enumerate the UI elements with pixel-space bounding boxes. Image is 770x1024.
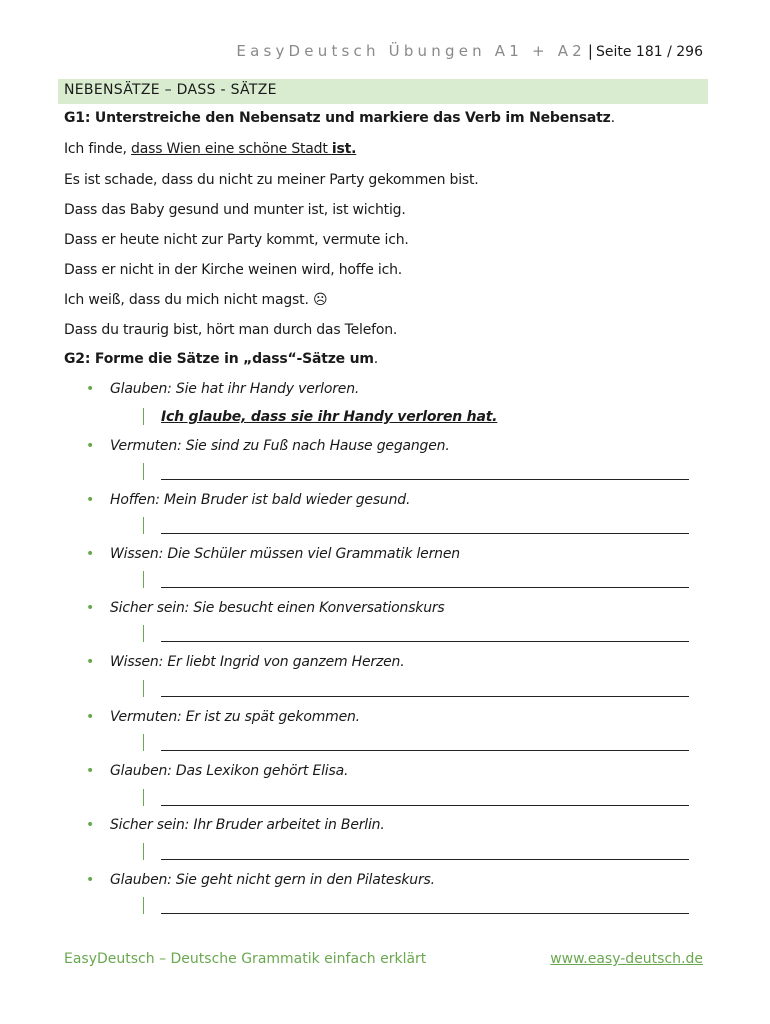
bullet-icon: • — [86, 654, 95, 670]
bullet-icon: • — [86, 817, 95, 833]
header-separator: | — [587, 42, 593, 60]
answer-marker — [143, 734, 144, 751]
g2-item: Hoffen: Mein Bruder ist bald wieder gesund. — [110, 492, 411, 508]
answer-line[interactable] — [161, 533, 689, 534]
g1-sentence: Dass du traurig bist, hört man durch das Telefon. — [64, 322, 398, 338]
g2-example-answer: Ich glaube, dass sie ihr Handy verloren hat. — [161, 409, 498, 425]
header-brand: EasyDeutsch Übungen A1 + A2 — [236, 42, 586, 60]
g1-example-verb: ist. — [331, 141, 357, 157]
g1-instruction: G1: Unterstreiche den Nebensatz und markiere das Verb im Nebensatz. — [64, 110, 615, 126]
g1-sentence: Es ist schade, dass du nicht zu meiner Party gekommen bist. — [64, 172, 479, 188]
g2-item: Vermuten: Er ist zu spät gekommen. — [110, 709, 360, 725]
answer-line[interactable] — [161, 641, 689, 642]
bullet-icon: • — [86, 492, 95, 508]
g2-item: Vermuten: Sie sind zu Fuß nach Hause gegangen. — [110, 438, 450, 454]
g1-sentence: Dass er nicht in der Kirche weinen wird, hoffe ich. — [64, 262, 403, 278]
g2-item: Glauben: Sie hat ihr Handy verloren. — [110, 381, 360, 397]
g2-item: Sicher sein: Ihr Bruder arbeitet in Berlin. — [110, 817, 385, 833]
answer-line[interactable] — [161, 859, 689, 860]
section-title: NEBENSÄTZE – DASS - SÄTZE — [64, 82, 277, 98]
bullet-icon: • — [86, 546, 95, 562]
g2-item: Wissen: Die Schüler müssen viel Grammatik lernen — [110, 546, 460, 562]
answer-marker — [143, 897, 144, 914]
g1-sentence: Ich weiß, dass du mich nicht magst. ☹ — [64, 292, 328, 308]
bullet-icon: • — [86, 381, 95, 397]
g1-example-clause: dass Wien eine schöne Stadt ist. — [131, 141, 357, 157]
g2-item: Glauben: Das Lexikon gehört Elisa. — [110, 763, 349, 779]
answer-line[interactable] — [161, 479, 689, 480]
g2-item: Sicher sein: Sie besucht einen Konversationskurs — [110, 600, 445, 616]
section-banner — [58, 79, 708, 104]
page-header — [236, 42, 703, 60]
bullet-icon: • — [86, 709, 95, 725]
answer-marker — [143, 843, 144, 860]
answer-marker — [143, 789, 144, 806]
answer-marker — [143, 571, 144, 588]
footer-tagline: EasyDeutsch – Deutsche Grammatik einfach erklärt — [64, 951, 427, 967]
answer-marker — [143, 408, 144, 425]
g2-instruction: G2: Forme die Sätze in „dass“-Sätze um. — [64, 351, 379, 367]
g2-item: Glauben: Sie geht nicht gern in den Pilateskurs. — [110, 872, 435, 888]
g1-sentence: Dass er heute nicht zur Party kommt, vermute ich. — [64, 232, 409, 248]
bullet-icon: • — [86, 600, 95, 616]
answer-line[interactable] — [161, 750, 689, 751]
g1-example-prefix: Ich finde, — [64, 141, 132, 157]
answer-marker — [143, 517, 144, 534]
answer-marker — [143, 680, 144, 697]
g1-example — [64, 141, 356, 157]
bullet-icon: • — [86, 763, 95, 779]
g1-sentence: Dass das Baby gesund und munter ist, ist wichtig. — [64, 202, 406, 218]
answer-line[interactable] — [161, 805, 689, 806]
answer-marker — [143, 625, 144, 642]
footer-website-link[interactable]: www.easy-deutsch.de — [550, 951, 703, 967]
answer-line[interactable] — [161, 587, 689, 588]
answer-marker — [143, 463, 144, 480]
bullet-icon: • — [86, 438, 95, 454]
page-number: Seite 181 / 296 — [595, 44, 703, 60]
answer-line[interactable] — [161, 696, 689, 697]
g2-item: Wissen: Er liebt Ingrid von ganzem Herzen. — [110, 654, 405, 670]
bullet-icon: • — [86, 872, 95, 888]
answer-line[interactable] — [161, 913, 689, 914]
